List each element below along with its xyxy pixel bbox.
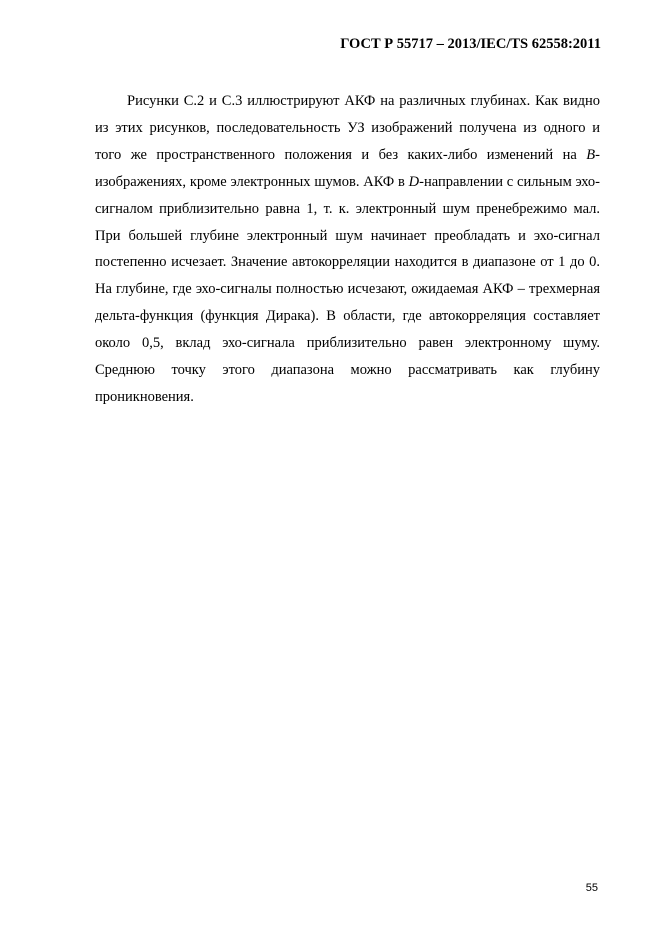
document-header bbox=[340, 36, 601, 53]
italic-letter-b: B bbox=[586, 146, 596, 163]
paragraph-text-part-1: Рисунки С.2 и С.3 иллюстрируют АКФ на различных глубинах. Как видно из этих рисунков, последовательность УЗ изображений получена из одного и того же пространственного положения и без каких-либо изменений на bbox=[95, 93, 600, 163]
page-number: 55 bbox=[585, 882, 598, 894]
paragraph-text-part-3: -направлении с сильным эхо-сигналом приблизительно равна 1, т. к. электронный шум пренебрежимо мал. При большей глубине электронный шум начинает преобладать и эхо-сигнал постепенно исчезает. Значение автокорреляции находится в диапазоне от 1 до 0. На глубине, где эхо-сигналы полностью исчезают, ожидаемая АКФ – трехмерная дельта-функция (функция Дирака). В области, где автокорреляция составляет около 0,5, вклад эхо-сигнала приблизительно равен электронному шуму. Среднюю точку этого диапазона можно рассматривать как глубину проникновения. bbox=[95, 173, 600, 405]
paragraph-text-part-2: -изображениях, кроме электронных шумов. АКФ в bbox=[95, 146, 600, 190]
body-paragraph bbox=[95, 88, 600, 411]
italic-letter-d: D bbox=[408, 173, 420, 190]
standard-code: ГОСТ Р 55717 – 2013/IEC/TS 62558:2011 bbox=[340, 36, 601, 52]
